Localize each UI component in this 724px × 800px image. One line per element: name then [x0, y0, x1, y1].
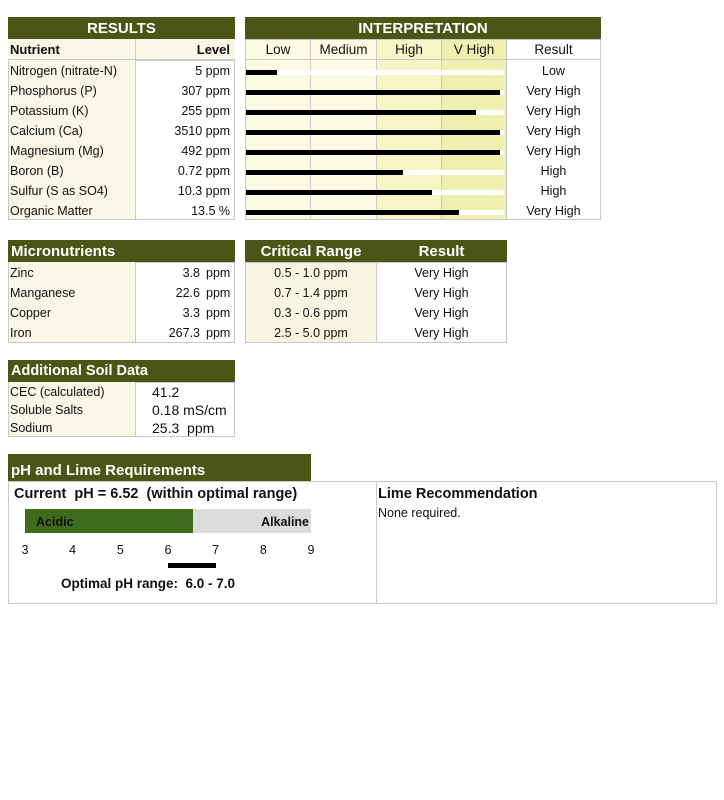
- level-column-header: Level: [196, 42, 230, 57]
- nutrient-level: 492 ppm: [181, 144, 230, 158]
- nutrient-level: 307 ppm: [181, 84, 230, 98]
- result-column-header: Result: [534, 42, 573, 57]
- level-bar: [246, 190, 432, 195]
- nutrient-level: 3510 ppm: [174, 124, 230, 138]
- micronutrient-result: Very High: [414, 326, 469, 340]
- micronutrient-name: Manganese: [10, 286, 76, 300]
- ph-tick-label: 7: [212, 543, 220, 557]
- level-bar: [246, 210, 459, 215]
- nutrient-name: Calcium (Ca): [10, 124, 83, 138]
- micronutrient-value: 22.6: [175, 286, 200, 300]
- nutrient-level: 255 ppm: [181, 104, 230, 118]
- additional-row-cec-value: 41.2: [152, 384, 180, 400]
- nutrient-name: Phosphorus (P): [10, 84, 97, 98]
- nutrient-level: 5 ppm: [195, 64, 230, 78]
- level-bar-track: [246, 70, 504, 75]
- medium-column-header: Medium: [319, 42, 368, 57]
- acidic-label: Acidic: [36, 515, 74, 529]
- interpretation-result: High: [540, 164, 567, 178]
- level-bar: [246, 170, 403, 175]
- lime-recommendation-title: Lime Recommendation: [378, 486, 538, 502]
- micronutrient-unit: ppm: [206, 286, 231, 300]
- micronutrient-value: 3.3: [182, 306, 200, 320]
- nutrient-name: Boron (B): [10, 164, 64, 178]
- nutrient-name: Nitrogen (nitrate-N): [10, 64, 117, 78]
- interpretation-result: High: [540, 184, 567, 198]
- ph-tick-label: 5: [116, 543, 124, 557]
- nutrient-column-header: Nutrient: [10, 42, 60, 57]
- additional-row-soluble-salts-value: 0.18 mS/cm: [152, 402, 227, 418]
- level-bar: [246, 90, 500, 95]
- vhigh-column-header: V High: [453, 42, 495, 57]
- additional-row-soluble-salts-name: Soluble Salts: [10, 403, 83, 417]
- ph-optimal-range-marker: [168, 563, 216, 568]
- interpretation-header: INTERPRETATION: [245, 17, 601, 39]
- level-bar: [246, 70, 277, 75]
- micronutrient-result: Very High: [414, 286, 469, 300]
- additional-row-cec-name: CEC (calculated): [10, 385, 105, 399]
- ph-tick-label: 9: [307, 543, 315, 557]
- level-bar: [246, 110, 476, 115]
- nutrient-name: Sulfur (S as SO4): [10, 184, 108, 198]
- micronutrient-result-title: Result: [418, 243, 465, 260]
- interpretation-result: Very High: [526, 84, 581, 98]
- nutrient-level: 10.3 ppm: [177, 184, 230, 198]
- level-bar: [246, 150, 500, 155]
- micronutrient-result: Very High: [414, 266, 469, 280]
- additional-row-sodium-name: Sodium: [10, 421, 53, 435]
- micronutrient-unit: ppm: [206, 306, 231, 320]
- nutrient-name: Magnesium (Mg): [10, 144, 104, 158]
- additional-row-sodium-value: 25.3 ppm: [152, 420, 215, 436]
- alkaline-label: Alkaline: [261, 515, 309, 529]
- nutrient-name: Organic Matter: [10, 204, 93, 218]
- nutrient-level: 13.5 %: [191, 204, 230, 218]
- ph-lime-header: pH and Lime Requirements: [8, 454, 311, 481]
- ph-tick-label: 6: [164, 543, 172, 557]
- current-ph-text: Current pH = 6.52 (within optimal range): [14, 486, 298, 502]
- interpretation-result: Very High: [526, 144, 581, 158]
- additional-soil-data-header: Additional Soil Data: [8, 360, 235, 382]
- micronutrient-unit: ppm: [206, 326, 231, 340]
- optimal-ph-range-text: Optimal pH range: 6.0 - 7.0: [61, 576, 236, 591]
- micronutrient-critical-range: 0.3 - 0.6 ppm: [274, 306, 348, 320]
- micronutrient-critical-range: 0.7 - 1.4 ppm: [274, 286, 348, 300]
- micronutrient-critical-range: 0.5 - 1.0 ppm: [274, 266, 348, 280]
- micronutrient-name: Zinc: [10, 266, 34, 280]
- low-column-header: Low: [265, 42, 291, 57]
- results-header: RESULTS: [8, 17, 235, 39]
- ph-tick-label: 8: [259, 543, 267, 557]
- interpretation-result: Very High: [526, 104, 581, 118]
- interpretation-result: Very High: [526, 124, 581, 138]
- nutrient-level: 0.72 ppm: [177, 164, 230, 178]
- micronutrient-name: Copper: [10, 306, 51, 320]
- micronutrient-value: 3.8: [182, 266, 200, 280]
- interpretation-result: Very High: [526, 204, 581, 218]
- ph-tick-label: 4: [69, 543, 77, 557]
- micronutrients-header: Micronutrients: [8, 240, 235, 262]
- additional-column-divider: [135, 382, 136, 437]
- micronutrient-result: Very High: [414, 306, 469, 320]
- micronutrient-unit: ppm: [206, 266, 231, 280]
- micronutrient-critical-range: 2.5 - 5.0 ppm: [274, 326, 348, 340]
- interpretation-result: Low: [542, 64, 565, 78]
- high-column-header: High: [395, 42, 423, 57]
- critical-range-title: Critical Range: [260, 243, 362, 260]
- level-bar: [246, 130, 500, 135]
- micronutrient-value: 267.3: [168, 326, 200, 340]
- interpretation-header-divider: [245, 59, 601, 60]
- micronutrient-name: Iron: [10, 326, 32, 340]
- ph-tick-label: 3: [21, 543, 29, 557]
- lime-recommendation-text: None required.: [378, 506, 461, 520]
- nutrient-name: Potassium (K): [10, 104, 89, 118]
